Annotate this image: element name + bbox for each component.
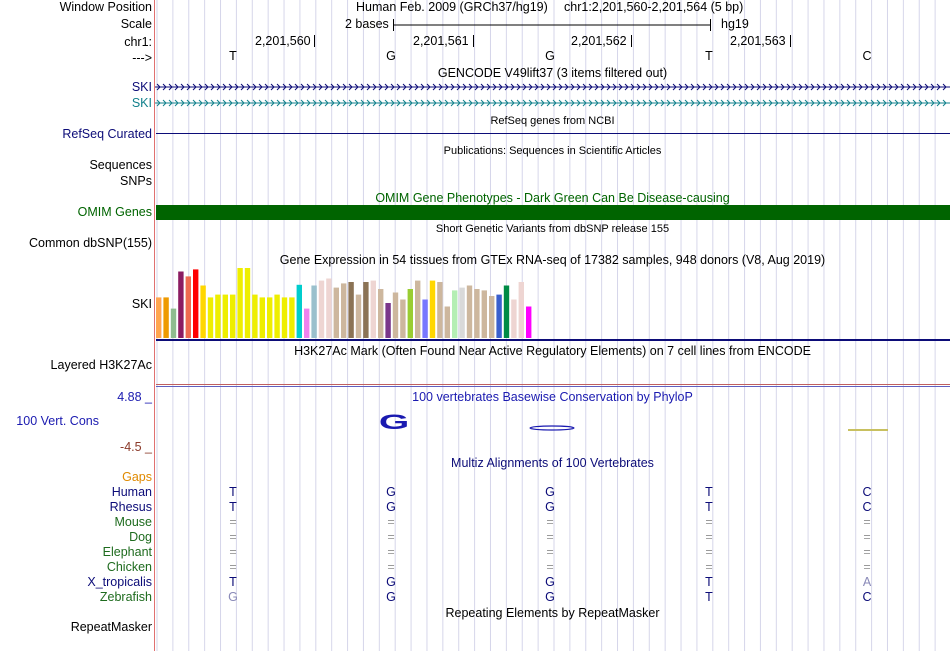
gtex-track-title: Gene Expression in 54 tissues from GTEx RNA-seq of 17382 samples, 948 donors (V8, Aug 2019) bbox=[279, 253, 826, 267]
alignment-base: T bbox=[229, 500, 237, 514]
omim-gene-bar[interactable] bbox=[156, 205, 950, 220]
phylop-max-label: 4.88 _ bbox=[117, 390, 152, 404]
gtex-tissue-bar bbox=[260, 297, 265, 338]
phylop-base-logo bbox=[370, 406, 420, 434]
scale-bar bbox=[393, 17, 723, 33]
strand-label: ---> bbox=[132, 51, 152, 65]
alignment-base: G bbox=[386, 485, 396, 499]
alignment-base: = bbox=[705, 545, 713, 559]
h3k27ac-track-label[interactable]: Layered H3K27Ac bbox=[50, 358, 152, 372]
gtex-tissue-bar bbox=[467, 286, 472, 339]
gtex-tissue-bar bbox=[482, 290, 487, 338]
scale-label: Scale bbox=[120, 17, 152, 31]
phylop-small-logo bbox=[528, 424, 578, 432]
alignment-base: = bbox=[229, 545, 237, 559]
alignment-base: = bbox=[546, 530, 554, 544]
gtex-tissue-bar bbox=[215, 295, 220, 338]
gtex-tissue-bar bbox=[186, 276, 191, 338]
gtex-tissue-bar bbox=[245, 268, 250, 338]
alignment-species-label[interactable]: Chicken bbox=[106, 560, 152, 574]
gtex-tissue-bar bbox=[504, 286, 509, 339]
assembly-title: Human Feb. 2009 (GRCh37/hg19) bbox=[356, 0, 548, 14]
phylop-logo-glyph: G bbox=[378, 410, 410, 434]
alignment-base: G bbox=[386, 575, 396, 589]
gtex-tissue-bar bbox=[430, 281, 435, 338]
alignment-base: G bbox=[545, 485, 555, 499]
alignment-base: = bbox=[863, 515, 871, 529]
alignment-base: T bbox=[229, 485, 237, 499]
alignment-species-label[interactable]: Mouse bbox=[114, 515, 152, 529]
alignment-base: T bbox=[229, 575, 237, 589]
alignment-base: = bbox=[229, 560, 237, 574]
window-position-label: Window Position bbox=[59, 0, 152, 14]
coord-tick: 2,201,563 bbox=[730, 34, 786, 48]
alignment-base: G bbox=[228, 590, 238, 604]
snps-label[interactable]: SNPs bbox=[120, 174, 152, 188]
gtex-tissue-bar bbox=[348, 282, 353, 338]
scale-db: hg19 bbox=[721, 17, 749, 31]
alignment-species-label[interactable]: Human bbox=[111, 485, 152, 499]
gtex-tissue-bar bbox=[400, 300, 405, 339]
coord-tick: 2,201,561 bbox=[413, 34, 469, 48]
publications-track-title: Publications: Sequences in Scientific Articles bbox=[443, 145, 662, 157]
scale-text: 2 bases bbox=[345, 17, 389, 31]
gtex-tissue-bar bbox=[193, 269, 198, 338]
gtex-tissue-bar bbox=[208, 297, 213, 338]
reference-base: G bbox=[386, 49, 396, 63]
alignment-base: = bbox=[546, 545, 554, 559]
alignment-base: = bbox=[705, 560, 713, 574]
phylop-min-label: -4.5 _ bbox=[120, 440, 152, 454]
gtex-tissue-bar bbox=[459, 288, 464, 338]
reference-base: T bbox=[705, 49, 713, 63]
repeatmasker-track-title: Repeating Elements by RepeatMasker bbox=[445, 606, 660, 620]
alignment-species-label[interactable]: Rhesus bbox=[109, 500, 152, 514]
position-text: chr1:2,201,560-2,201,564 (5 bp) bbox=[564, 0, 744, 14]
alignment-base: = bbox=[387, 560, 395, 574]
refseq-track-label[interactable]: RefSeq Curated bbox=[62, 127, 152, 141]
gtex-tissue-bar bbox=[311, 286, 316, 339]
gtex-tissue-bar bbox=[304, 309, 309, 338]
multiz-track-title: Multiz Alignments of 100 Vertebrates bbox=[451, 456, 654, 470]
gtex-tissue-bar bbox=[171, 309, 176, 338]
gtex-tissue-bar bbox=[526, 307, 531, 339]
alignment-base: G bbox=[545, 500, 555, 514]
gtex-tissue-bar bbox=[230, 295, 235, 338]
gtex-tissue-bar bbox=[496, 295, 501, 338]
alignment-base: = bbox=[863, 530, 871, 544]
gtex-tissue-bar bbox=[163, 297, 168, 338]
coord-tick-marks bbox=[310, 34, 800, 48]
gtex-baseline bbox=[156, 339, 950, 341]
phylop-track-title: 100 vertebrates Basewise Conservation by PhyloP bbox=[412, 390, 693, 404]
gtex-tissue-bar bbox=[422, 300, 427, 339]
gtex-tissue-bar bbox=[408, 289, 413, 338]
gtex-tissue-bar bbox=[223, 295, 228, 338]
reference-base: C bbox=[862, 49, 872, 63]
alignment-base: = bbox=[546, 560, 554, 574]
alignment-base: = bbox=[229, 530, 237, 544]
alignment-base: C bbox=[862, 485, 872, 499]
gencode-track-title: GENCODE V49lift37 (3 items filtered out) bbox=[437, 66, 668, 80]
alignment-base: = bbox=[705, 530, 713, 544]
gencode-item-label[interactable]: SKI bbox=[131, 96, 152, 110]
alignment-base: = bbox=[387, 515, 395, 529]
alignment-base: T bbox=[705, 575, 713, 589]
alignment-species-label[interactable]: Zebrafish bbox=[99, 590, 152, 604]
alignment-base: T bbox=[705, 590, 713, 604]
h3k27ac-signal-line bbox=[156, 384, 950, 385]
gtex-tissue-bar bbox=[156, 297, 161, 338]
chrom-label: chr1: bbox=[124, 35, 152, 49]
gtex-tissue-bar bbox=[356, 295, 361, 338]
gtex-tissue-bar bbox=[378, 289, 383, 338]
gtex-tissue-bar bbox=[511, 300, 516, 339]
gtex-tissue-bar bbox=[334, 288, 339, 338]
alignment-base: = bbox=[546, 515, 554, 529]
alignment-base: G bbox=[386, 500, 396, 514]
gtex-tissue-bar bbox=[371, 281, 376, 338]
gtex-tissue-bar bbox=[489, 296, 494, 338]
gtex-tissue-bar bbox=[297, 285, 302, 338]
h3k27ac-track-title: H3K27Ac Mark (Often Found Near Active Regulatory Elements) on 7 cell lines from ENCODE bbox=[294, 344, 811, 358]
alignment-base: G bbox=[386, 590, 396, 604]
alignment-base: C bbox=[862, 590, 872, 604]
gtex-tissue-bar bbox=[252, 295, 257, 338]
omim-track-title: OMIM Gene Phenotypes - Dark Green Can Be Disease-causing bbox=[375, 191, 730, 205]
omim-track-label[interactable]: OMIM Genes bbox=[77, 205, 152, 219]
gtex-tissue-bar bbox=[267, 297, 272, 338]
gtex-tissue-bar bbox=[393, 293, 398, 339]
alignment-base: = bbox=[863, 560, 871, 574]
publications-track-label[interactable]: Sequences bbox=[89, 158, 152, 172]
gtex-tissue-bar bbox=[237, 268, 242, 338]
alignment-base: = bbox=[387, 545, 395, 559]
alignment-base: = bbox=[705, 515, 713, 529]
phylop-track-label[interactable]: 100 Vert. Cons bbox=[16, 414, 99, 428]
gtex-tissue-bar bbox=[474, 289, 479, 338]
gtex-tissue-bar bbox=[385, 303, 390, 338]
alignment-base: T bbox=[705, 485, 713, 499]
gtex-tissue-bar bbox=[274, 295, 279, 338]
dbsnp-track-label[interactable]: Common dbSNP(155) bbox=[29, 236, 152, 250]
gtex-tissue-bar bbox=[326, 279, 331, 339]
gtex-tissue-bar bbox=[178, 272, 183, 339]
phylop-small-mark bbox=[848, 429, 888, 431]
gtex-tissue-bar bbox=[363, 282, 368, 338]
h3k27ac-signal-line bbox=[156, 386, 950, 387]
repeatmasker-track-label[interactable]: RepeatMasker bbox=[70, 620, 152, 634]
alignment-species-label[interactable]: Elephant bbox=[102, 545, 152, 559]
gencode-transcript[interactable] bbox=[155, 96, 950, 110]
alignment-base: = bbox=[863, 545, 871, 559]
alignment-base: A bbox=[862, 575, 872, 589]
coord-tick: 2,201,562 bbox=[571, 34, 627, 48]
gaps-label[interactable]: Gaps bbox=[122, 470, 152, 484]
gtex-track-label[interactable]: SKI bbox=[131, 297, 152, 311]
gtex-tissue-bar bbox=[282, 297, 287, 338]
alignment-base: = bbox=[387, 530, 395, 544]
refseq-track-title: RefSeq genes from NCBI bbox=[490, 115, 615, 127]
reference-base: T bbox=[229, 49, 237, 63]
gtex-tissue-bar bbox=[289, 297, 294, 338]
alignment-base: = bbox=[229, 515, 237, 529]
gtex-bar-chart[interactable] bbox=[155, 268, 545, 340]
coord-tick: 2,201,560 bbox=[255, 34, 311, 48]
reference-base: G bbox=[545, 49, 555, 63]
alignment-base: G bbox=[545, 590, 555, 604]
alignment-base: T bbox=[705, 500, 713, 514]
gtex-tissue-bar bbox=[445, 307, 450, 339]
gtex-tissue-bar bbox=[341, 283, 346, 338]
gencode-transcript[interactable] bbox=[155, 80, 950, 94]
alignment-species-label[interactable]: Dog bbox=[129, 530, 152, 544]
gtex-tissue-bar bbox=[200, 286, 205, 339]
dbsnp-track-title: Short Genetic Variants from dbSNP release 155 bbox=[435, 223, 670, 235]
refseq-gene-line[interactable] bbox=[156, 133, 950, 134]
gtex-tissue-bar bbox=[415, 281, 420, 338]
alignment-base: C bbox=[862, 500, 872, 514]
gtex-tissue-bar bbox=[452, 290, 457, 338]
gencode-item-label[interactable]: SKI bbox=[131, 80, 152, 94]
gtex-tissue-bar bbox=[437, 282, 442, 338]
alignment-base: G bbox=[545, 575, 555, 589]
alignment-species-label[interactable]: X_tropicalis bbox=[87, 575, 152, 589]
gtex-tissue-bar bbox=[519, 282, 524, 338]
gtex-tissue-bar bbox=[319, 281, 324, 338]
